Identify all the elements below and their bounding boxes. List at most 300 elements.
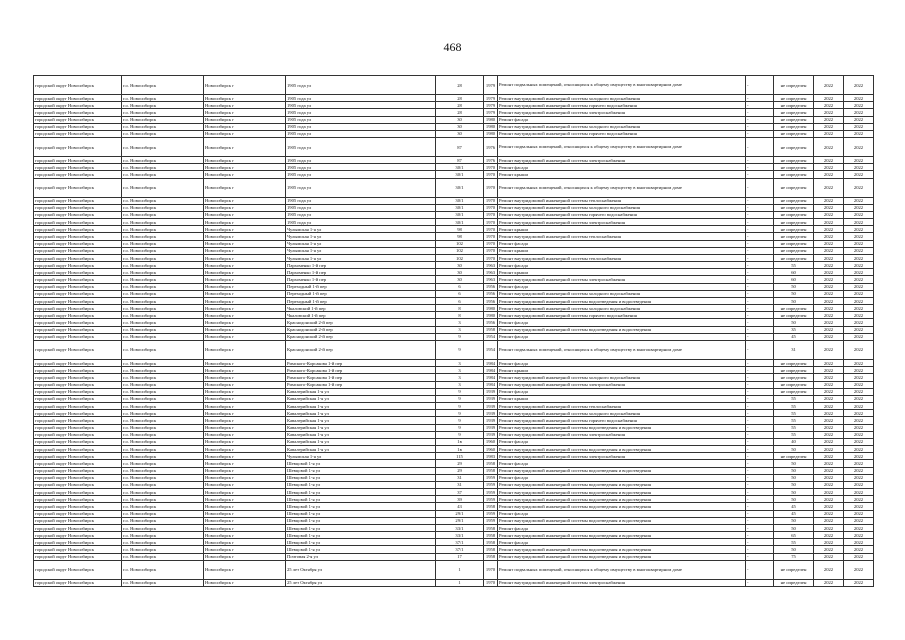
cost-cell: 55	[774, 424, 814, 431]
work-type-cell: Ремонт крыши	[498, 226, 746, 233]
municipality-cell: городской округ Новосибирск	[34, 197, 122, 204]
cost-cell: не определен	[774, 138, 814, 157]
settlement-cell: г.о. Новосибирск	[122, 431, 204, 438]
street-cell: Шевцовой 1-я ул	[286, 496, 436, 503]
end-year-cell: 2022	[844, 157, 874, 164]
table-row	[34, 524, 874, 531]
cost-cell: 45	[774, 503, 814, 510]
house-number-cell: 9	[436, 340, 484, 359]
work-type-cell: Ремонт внутридомовой инженерной системы водоотведения и водоотведения	[498, 503, 746, 510]
house-number-cell: 30/1	[436, 164, 484, 171]
work-type-cell: Ремонт крыши	[498, 269, 746, 276]
start-year-cell: 2022	[814, 290, 844, 297]
end-year-cell: 2022	[844, 319, 874, 326]
flag-cell: -	[746, 226, 774, 233]
street-cell: Римского-Корсакова 1-й пер	[286, 374, 436, 381]
flag-cell: -	[746, 254, 774, 261]
start-year-cell: 2022	[814, 95, 844, 102]
cost-cell: 50	[774, 290, 814, 297]
municipality-cell: городской округ Новосибирск	[34, 305, 122, 312]
cost-cell: 55	[774, 539, 814, 546]
start-year-cell: 2022	[814, 496, 844, 503]
house-number-cell: 33/1	[436, 524, 484, 531]
cost-cell: не определен	[774, 254, 814, 261]
street-cell: 1905 года ул	[286, 109, 436, 116]
municipality-cell: городской округ Новосибирск	[34, 333, 122, 340]
settlement-cell: г.о. Новосибирск	[122, 197, 204, 204]
table-row	[34, 171, 874, 178]
start-year-cell: 2022	[814, 269, 844, 276]
work-type-cell: Ремонт внутридомовой инженерной системы горячего водоснабжения	[498, 102, 746, 109]
house-number-cell: 29	[436, 460, 484, 467]
locality-cell: Новосибирск г	[204, 367, 286, 374]
start-year-cell: 2022	[814, 340, 844, 359]
flag-cell: -	[746, 453, 774, 460]
end-year-cell: 2022	[844, 474, 874, 481]
build-year-cell: 1958	[484, 546, 498, 553]
cost-cell: не определен	[774, 130, 814, 137]
work-type-cell: Ремонт внутридомовой инженерной системы электроснабжения	[498, 579, 746, 586]
settlement-cell: г.о. Новосибирск	[122, 481, 204, 488]
cost-cell: не определен	[774, 367, 814, 374]
start-year-cell: 2022	[814, 123, 844, 130]
work-type-cell: Ремонт крыши	[498, 367, 746, 374]
work-type-cell: Ремонт подвальных помещений, относящихся к общему имуществу в многоквартирном доме	[498, 138, 746, 157]
table-row	[34, 395, 874, 402]
build-year-cell: 1970	[484, 233, 498, 240]
table-row	[34, 453, 874, 460]
end-year-cell: 2022	[844, 517, 874, 524]
house-number-cell: 9	[436, 417, 484, 424]
build-year-cell: 1956	[484, 319, 498, 326]
cost-cell: 55	[774, 262, 814, 269]
street-cell: Шевцовой 1-я ул	[286, 510, 436, 517]
street-cell: Чкаловский 1-й пер	[286, 305, 436, 312]
end-year-cell: 2022	[844, 290, 874, 297]
locality-cell: Новосибирск г	[204, 171, 286, 178]
locality-cell: Новосибирск г	[204, 254, 286, 261]
work-type-cell: Ремонт крыши	[498, 247, 746, 254]
settlement-cell: г.о. Новосибирск	[122, 539, 204, 546]
cost-cell: не определен	[774, 178, 814, 197]
flag-cell: -	[746, 319, 774, 326]
start-year-cell: 2022	[814, 367, 844, 374]
municipality-cell: городской округ Новосибирск	[34, 123, 122, 130]
build-year-cell: 1939	[484, 424, 498, 431]
cost-cell: не определен	[774, 560, 814, 579]
start-year-cell: 2022	[814, 109, 844, 116]
cost-cell: не определен	[774, 453, 814, 460]
house-number-cell: 31	[436, 481, 484, 488]
start-year-cell: 2022	[814, 312, 844, 319]
end-year-cell: 2022	[844, 496, 874, 503]
work-type-cell: Ремонт внутридомовой инженерной системы водоотведения и водоотведения	[498, 546, 746, 553]
work-type-cell: Ремонт внутридомовой инженерной системы теплоснабжения	[498, 403, 746, 410]
flag-cell: -	[746, 95, 774, 102]
cost-cell: не определен	[774, 381, 814, 388]
locality-cell: Новосибирск г	[204, 333, 286, 340]
cost-cell: 50	[774, 546, 814, 553]
cost-cell: 55	[774, 417, 814, 424]
work-type-cell: Ремонт фасада	[498, 359, 746, 366]
locality-cell: Новосибирск г	[204, 359, 286, 366]
municipality-cell: городской округ Новосибирск	[34, 579, 122, 586]
table-row	[34, 532, 874, 539]
page-number: 468	[443, 40, 462, 54]
work-type-cell: Ремонт внутридомовой инженерной системы электроснабжения	[498, 431, 746, 438]
build-year-cell: 1970	[484, 219, 498, 226]
build-year-cell: 1976	[484, 138, 498, 157]
start-year-cell: 2022	[814, 276, 844, 283]
settlement-cell: г.о. Новосибирск	[122, 247, 204, 254]
start-year-cell: 2022	[814, 446, 844, 453]
settlement-cell: г.о. Новосибирск	[122, 254, 204, 261]
municipality-cell: городской округ Новосибирск	[34, 219, 122, 226]
end-year-cell: 2022	[844, 305, 874, 312]
house-number-cell: 31	[436, 474, 484, 481]
cost-cell: 55	[774, 395, 814, 402]
house-number-cell: 28	[436, 76, 484, 95]
house-number-cell: 37	[436, 489, 484, 496]
locality-cell: Новосибирск г	[204, 395, 286, 402]
flag-cell: -	[746, 269, 774, 276]
flag-cell: -	[746, 290, 774, 297]
street-cell: Шевцовой 1-я ул	[286, 481, 436, 488]
table-row	[34, 517, 874, 524]
flag-cell: -	[746, 171, 774, 178]
house-number-cell: 9	[436, 431, 484, 438]
start-year-cell: 2022	[814, 102, 844, 109]
end-year-cell: 2022	[844, 546, 874, 553]
repair-program-table	[33, 75, 874, 587]
start-year-cell: 2022	[814, 157, 844, 164]
table-row	[34, 197, 874, 204]
build-year-cell: 1939	[484, 417, 498, 424]
municipality-cell: городской округ Новосибирск	[34, 326, 122, 333]
settlement-cell: г.о. Новосибирск	[122, 340, 204, 359]
municipality-cell: городской округ Новосибирск	[34, 319, 122, 326]
work-type-cell: Ремонт внутридомовой инженерной системы водоотведения и водоотведения	[498, 326, 746, 333]
locality-cell: Новосибирск г	[204, 138, 286, 157]
table-row	[34, 560, 874, 579]
street-cell: Чулымская 1-я ул	[286, 453, 436, 460]
build-year-cell: 1970	[484, 247, 498, 254]
settlement-cell: г.о. Новосибирск	[122, 290, 204, 297]
work-type-cell: Ремонт фасада	[498, 240, 746, 247]
street-cell: Чулымская 1-я ул	[286, 226, 436, 233]
build-year-cell: 1958	[484, 532, 498, 539]
end-year-cell: 2022	[844, 579, 874, 586]
municipality-cell: городской округ Новосибирск	[34, 388, 122, 395]
municipality-cell: городской округ Новосибирск	[34, 546, 122, 553]
street-cell: Краснодонский 2-й пер	[286, 333, 436, 340]
work-type-cell: Ремонт фасада	[498, 283, 746, 290]
street-cell: Переходный 1-й пер	[286, 283, 436, 290]
build-year-cell: 1959	[484, 489, 498, 496]
table-row	[34, 326, 874, 333]
build-year-cell: 1954	[484, 340, 498, 359]
municipality-cell: городской округ Новосибирск	[34, 446, 122, 453]
locality-cell: Новосибирск г	[204, 579, 286, 586]
build-year-cell: 1963	[484, 269, 498, 276]
start-year-cell: 2022	[814, 262, 844, 269]
settlement-cell: г.о. Новосибирск	[122, 130, 204, 137]
street-cell: 1905 года ул	[286, 219, 436, 226]
house-number-cell: 3	[436, 374, 484, 381]
locality-cell: Новосибирск г	[204, 374, 286, 381]
street-cell: Кавалерийская 1-я ул	[286, 446, 436, 453]
settlement-cell: г.о. Новосибирск	[122, 560, 204, 579]
settlement-cell: г.о. Новосибирск	[122, 446, 204, 453]
work-type-cell: Ремонт подвальных помещений, относящихся к общему имуществу в многоквартирном доме	[498, 560, 746, 579]
work-type-cell: Ремонт фасада	[498, 262, 746, 269]
flag-cell: -	[746, 219, 774, 226]
work-type-cell: Ремонт внутридомовой инженерной системы водоотведения и водоотведения	[498, 553, 746, 560]
cost-cell: 50	[774, 489, 814, 496]
start-year-cell: 2022	[814, 524, 844, 531]
cost-cell: 55	[774, 431, 814, 438]
flag-cell: -	[746, 446, 774, 453]
municipality-cell: городской округ Новосибирск	[34, 453, 122, 460]
house-number-cell: 30	[436, 130, 484, 137]
settlement-cell: г.о. Новосибирск	[122, 510, 204, 517]
municipality-cell: городской округ Новосибирск	[34, 553, 122, 560]
build-year-cell: 1970	[484, 171, 498, 178]
locality-cell: Новосибирск г	[204, 546, 286, 553]
cost-cell: 50	[774, 297, 814, 304]
start-year-cell: 2022	[814, 254, 844, 261]
end-year-cell: 2022	[844, 283, 874, 290]
end-year-cell: 2022	[844, 431, 874, 438]
cost-cell: 60	[774, 276, 814, 283]
flag-cell: -	[746, 395, 774, 402]
municipality-cell: городской округ Новосибирск	[34, 226, 122, 233]
municipality-cell: городской округ Новосибирск	[34, 367, 122, 374]
table-row	[34, 240, 874, 247]
municipality-cell: городской округ Новосибирск	[34, 431, 122, 438]
settlement-cell: г.о. Новосибирск	[122, 403, 204, 410]
street-cell: Кавалерийская 1-я ул	[286, 388, 436, 395]
municipality-cell: городской округ Новосибирск	[34, 269, 122, 276]
street-cell: Шевцовой 1-я ул	[286, 460, 436, 467]
end-year-cell: 2022	[844, 197, 874, 204]
house-number-cell: 8	[436, 305, 484, 312]
locality-cell: Новосибирск г	[204, 240, 286, 247]
locality-cell: Новосибирск г	[204, 474, 286, 481]
table-row	[34, 226, 874, 233]
flag-cell: -	[746, 539, 774, 546]
locality-cell: Новосибирск г	[204, 424, 286, 431]
street-cell: 1905 года ул	[286, 171, 436, 178]
table-row	[34, 403, 874, 410]
locality-cell: Новосибирск г	[204, 438, 286, 445]
work-type-cell: Ремонт фасада	[498, 539, 746, 546]
table-row	[34, 254, 874, 261]
end-year-cell: 2022	[844, 262, 874, 269]
house-number-cell: 9	[436, 388, 484, 395]
cost-cell: не определен	[774, 164, 814, 171]
table-row	[34, 247, 874, 254]
flag-cell: -	[746, 312, 774, 319]
build-year-cell: 1939	[484, 395, 498, 402]
end-year-cell: 2022	[844, 254, 874, 261]
end-year-cell: 2022	[844, 138, 874, 157]
locality-cell: Новосибирск г	[204, 233, 286, 240]
settlement-cell: г.о. Новосибирск	[122, 438, 204, 445]
house-number-cell: 87	[436, 157, 484, 164]
locality-cell: Новосибирск г	[204, 417, 286, 424]
end-year-cell: 2022	[844, 489, 874, 496]
cost-cell: не определен	[774, 388, 814, 395]
house-number-cell: 30/1	[436, 197, 484, 204]
work-type-cell: Ремонт внутридомовой инженерной системы электроснабжения	[498, 276, 746, 283]
municipality-cell: городской округ Новосибирск	[34, 116, 122, 123]
table-row	[34, 340, 874, 359]
build-year-cell: 1983	[484, 453, 498, 460]
work-type-cell: Ремонт внутридомовой инженерной системы горячего водоснабжения	[498, 211, 746, 218]
work-type-cell: Ремонт внутридомовой инженерной системы теплоснабжения	[498, 197, 746, 204]
street-cell: Пархоменко 1-й пер	[286, 276, 436, 283]
cost-cell: не определен	[774, 109, 814, 116]
build-year-cell: 1980	[484, 123, 498, 130]
settlement-cell: г.о. Новосибирск	[122, 283, 204, 290]
flag-cell: -	[746, 431, 774, 438]
start-year-cell: 2022	[814, 431, 844, 438]
start-year-cell: 2022	[814, 233, 844, 240]
end-year-cell: 2022	[844, 381, 874, 388]
municipality-cell: городской округ Новосибирск	[34, 240, 122, 247]
house-number-cell: 30/1	[436, 211, 484, 218]
flag-cell: -	[746, 247, 774, 254]
municipality-cell: городской округ Новосибирск	[34, 290, 122, 297]
build-year-cell: 1958	[484, 460, 498, 467]
street-cell: Римского-Корсакова 1-й пер	[286, 367, 436, 374]
end-year-cell: 2022	[844, 481, 874, 488]
flag-cell: -	[746, 388, 774, 395]
cost-cell: 50	[774, 467, 814, 474]
build-year-cell: 1956	[484, 297, 498, 304]
locality-cell: Новосибирск г	[204, 319, 286, 326]
build-year-cell: 1963	[484, 276, 498, 283]
build-year-cell: 1980	[484, 130, 498, 137]
house-number-cell: 9	[436, 410, 484, 417]
start-year-cell: 2022	[814, 560, 844, 579]
street-cell: Кавалерийская 1-я ул	[286, 403, 436, 410]
locality-cell: Новосибирск г	[204, 204, 286, 211]
end-year-cell: 2022	[844, 130, 874, 137]
street-cell: Пархоменко 1-й пер	[286, 262, 436, 269]
start-year-cell: 2022	[814, 553, 844, 560]
house-number-cell: 87	[436, 138, 484, 157]
end-year-cell: 2022	[844, 560, 874, 579]
build-year-cell: 1984	[484, 367, 498, 374]
settlement-cell: г.о. Новосибирск	[122, 219, 204, 226]
municipality-cell: городской округ Новосибирск	[34, 171, 122, 178]
end-year-cell: 2022	[844, 374, 874, 381]
build-year-cell: 1984	[484, 381, 498, 388]
settlement-cell: г.о. Новосибирск	[122, 305, 204, 312]
table-row	[34, 123, 874, 130]
table-row	[34, 297, 874, 304]
flag-cell: -	[746, 123, 774, 130]
municipality-cell: городской округ Новосибирск	[34, 138, 122, 157]
locality-cell: Новосибирск г	[204, 453, 286, 460]
municipality-cell: городской округ Новосибирск	[34, 109, 122, 116]
end-year-cell: 2022	[844, 109, 874, 116]
build-year-cell: 1959	[484, 474, 498, 481]
house-number-cell: 9	[436, 395, 484, 402]
municipality-cell: городской округ Новосибирск	[34, 489, 122, 496]
cost-cell: 55	[774, 403, 814, 410]
start-year-cell: 2022	[814, 204, 844, 211]
work-type-cell: Ремонт внутридомовой инженерной системы холодного водоснабжения	[498, 204, 746, 211]
flag-cell: -	[746, 204, 774, 211]
locality-cell: Новосибирск г	[204, 178, 286, 197]
table-row	[34, 76, 874, 95]
build-year-cell: 1970	[484, 560, 498, 579]
build-year-cell: 1984	[484, 374, 498, 381]
work-type-cell: Ремонт внутридомовой инженерной системы электроснабжения	[498, 219, 746, 226]
settlement-cell: г.о. Новосибирск	[122, 262, 204, 269]
cost-cell: 50	[774, 524, 814, 531]
street-cell: Чулымская 1-я ул	[286, 233, 436, 240]
table-row	[34, 312, 874, 319]
flag-cell: -	[746, 367, 774, 374]
cost-cell: 50	[774, 517, 814, 524]
house-number-cell: 3	[436, 319, 484, 326]
flag-cell: -	[746, 410, 774, 417]
street-cell: Шевцовой 1-я ул	[286, 532, 436, 539]
table-row	[34, 460, 874, 467]
start-year-cell: 2022	[814, 226, 844, 233]
flag-cell: -	[746, 579, 774, 586]
cost-cell: не определен	[774, 226, 814, 233]
house-number-cell: 43	[436, 503, 484, 510]
locality-cell: Новосибирск г	[204, 510, 286, 517]
municipality-cell: городской округ Новосибирск	[34, 283, 122, 290]
start-year-cell: 2022	[814, 417, 844, 424]
end-year-cell: 2022	[844, 460, 874, 467]
start-year-cell: 2022	[814, 381, 844, 388]
end-year-cell: 2022	[844, 395, 874, 402]
flag-cell: -	[746, 197, 774, 204]
start-year-cell: 2022	[814, 164, 844, 171]
work-type-cell: Ремонт фасада	[498, 510, 746, 517]
build-year-cell: 1979	[484, 109, 498, 116]
table-row	[34, 489, 874, 496]
cost-cell: не определен	[774, 579, 814, 586]
locality-cell: Новосибирск г	[204, 305, 286, 312]
municipality-cell: городской округ Новосибирск	[34, 438, 122, 445]
cost-cell: не определен	[774, 204, 814, 211]
table-row	[34, 496, 874, 503]
settlement-cell: г.о. Новосибирск	[122, 240, 204, 247]
street-cell: Чулымская 1-я ул	[286, 240, 436, 247]
table-row	[34, 116, 874, 123]
municipality-cell: городской округ Новосибирск	[34, 95, 122, 102]
street-cell: Чулымская 1-я ул	[286, 247, 436, 254]
street-cell: 1905 года ул	[286, 197, 436, 204]
house-number-cell: 3	[436, 359, 484, 366]
start-year-cell: 2022	[814, 333, 844, 340]
street-cell: Кавалерийская 1-я ул	[286, 410, 436, 417]
flag-cell: -	[746, 553, 774, 560]
end-year-cell: 2022	[844, 417, 874, 424]
work-type-cell: Ремонт внутридомовой инженерной системы теплоснабжения	[498, 233, 746, 240]
street-cell: Шевцовой 1-я ул	[286, 517, 436, 524]
locality-cell: Новосибирск г	[204, 539, 286, 546]
cost-cell: не определен	[774, 197, 814, 204]
